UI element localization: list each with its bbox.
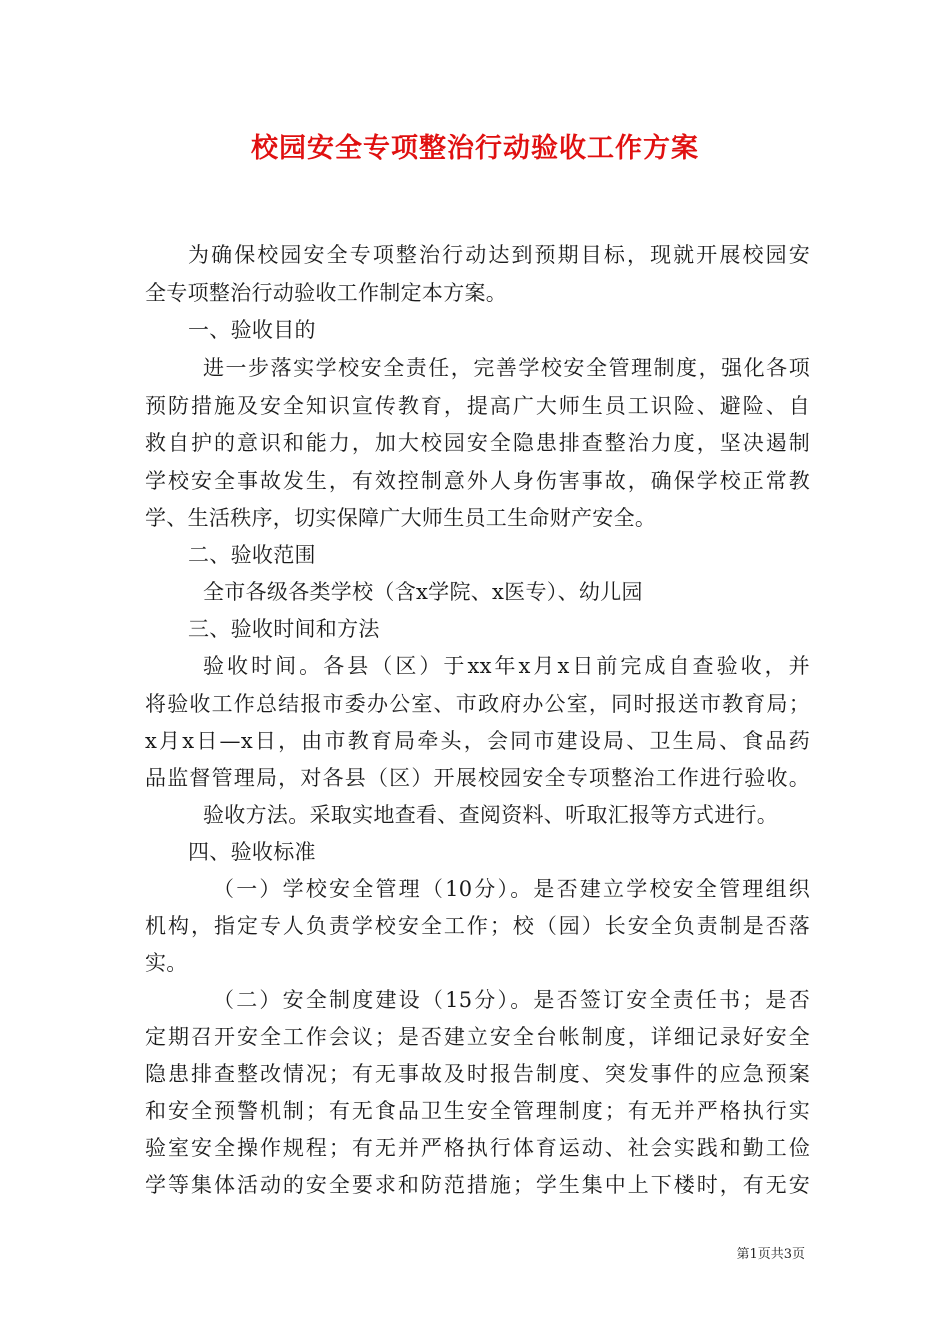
paragraph-line: 验收方法。采取实地查看、查阅资料、听取汇报等方式进行。: [203, 803, 779, 827]
paragraph-line: 定期召开安全工作会议；是否建立安全台帐制度，详细记录好安全: [145, 1025, 810, 1049]
paragraph-line: 进一步落实学校安全责任，完善学校安全管理制度，强化各项: [203, 356, 810, 380]
paragraph-line: 验收时间。各县（区）于xx年x月x日前完成自查验收，并: [203, 654, 810, 678]
paragraph-line: 隐患排查整改情况；有无事故及时报告制度、突发事件的应急预案: [145, 1062, 810, 1086]
paragraph-line: 学等集体活动的安全要求和防范措施；学生集中上下楼时，有无安: [145, 1173, 810, 1197]
paragraph-line: （一）学校安全管理（10分）。是否建立学校安全管理组织: [213, 877, 810, 901]
paragraph-line: 救自护的意识和能力，加大校园安全隐患排查整治力度，坚决遏制: [145, 431, 810, 455]
paragraph-line: 全市各级各类学校（含x学院、x医专）、幼儿园: [203, 580, 643, 604]
paragraph-line: 学、生活秩序，切实保障广大师生员工生命财产安全。: [145, 506, 657, 530]
paragraph-line: （二）安全制度建设（15分）。是否签订安全责任书；是否: [213, 988, 810, 1012]
paragraph-line: 全专项整治行动验收工作制定本方案。: [145, 281, 508, 305]
paragraph-line: 验室安全操作规程；有无并严格执行体育运动、社会实践和勤工俭: [145, 1136, 810, 1160]
paragraph-line: 和安全预警机制；有无食品卫生安全管理制度；有无并严格执行实: [145, 1099, 810, 1123]
page-number: 第1页共3页: [736, 1247, 805, 1262]
paragraph-line: x月x日—x日，由市教育局牵头，会同市建设局、卫生局、食品药: [145, 729, 810, 753]
paragraph-line: 预防措施及安全知识宣传教育，提高广大师生员工识险、避险、自: [145, 394, 810, 418]
paragraph-line: 学校安全事故发生，有效控制意外人身伤害事故，确保学校正常教: [145, 469, 810, 493]
paragraph-line: 实。: [145, 951, 188, 975]
section-heading: 一、验收目的: [188, 318, 316, 342]
paragraph-line: 品监督管理局，对各县（区）开展校园安全专项整治工作进行验收。: [145, 766, 810, 790]
paragraph-line: 将验收工作总结报市委办公室、市政府办公室，同时报送市教育局；: [145, 692, 810, 716]
paragraph-line: 机构，指定专人负责学校安全工作；校（园）长安全负责制是否落: [145, 914, 810, 938]
paragraph-line: 为确保校园安全专项整治行动达到预期目标，现就开展校园安: [188, 243, 810, 267]
section-heading: 四、验收标准: [188, 840, 316, 864]
document-title: 校园安全专项整治行动验收工作方案: [251, 133, 699, 164]
section-heading: 三、验收时间和方法: [188, 617, 380, 641]
section-heading: 二、验收范围: [188, 543, 316, 567]
